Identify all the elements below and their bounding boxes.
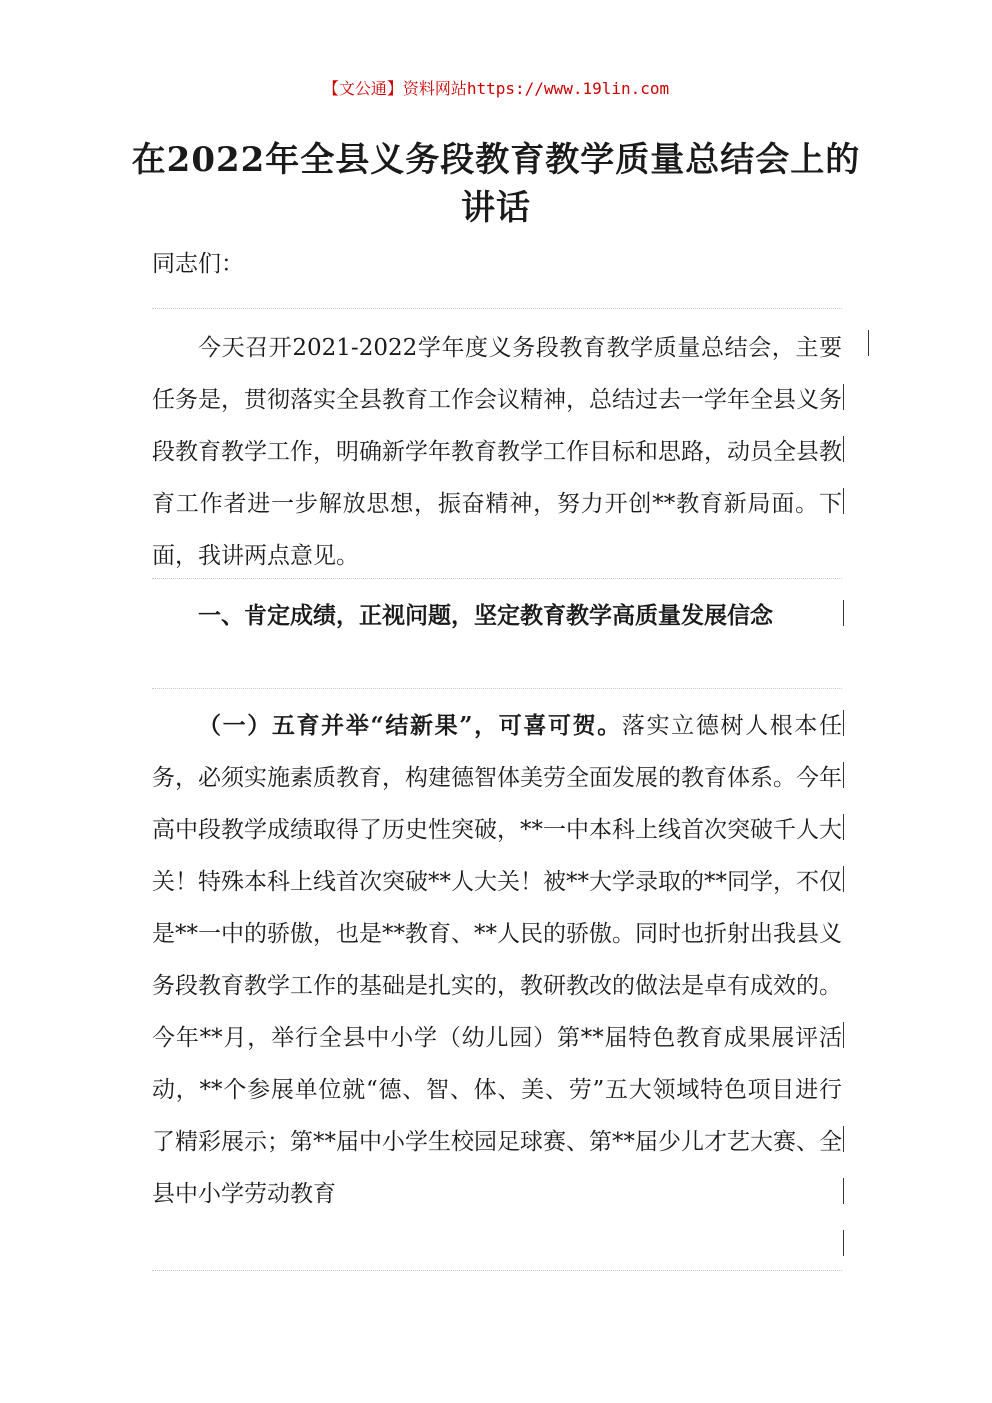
margin-marker (843, 1230, 844, 1256)
section-heading: 一、肯定成绩，正视问题，坚定教育教学高质量发展信念 (198, 602, 773, 629)
margin-marker (843, 384, 844, 410)
document-title: 在2022年全县义务段教育教学质量总结会上的讲话 (131, 140, 861, 228)
source-header (0, 76, 992, 99)
salutation: 同志们： (152, 251, 244, 277)
divider (152, 308, 842, 309)
source-url[interactable]: https://www.19lin.com (466, 79, 670, 98)
margin-marker (843, 600, 844, 626)
divider (152, 688, 842, 689)
margin-marker (843, 814, 844, 840)
margin-marker (843, 1126, 844, 1152)
margin-marker (843, 710, 844, 736)
paragraph-achievements (152, 700, 842, 1220)
margin-marker (843, 762, 844, 788)
margin-marker (843, 1022, 844, 1048)
margin-marker (843, 436, 844, 462)
margin-marker (868, 330, 869, 356)
paragraph-lead: （一）五育并举“结新果”，可喜可贺。 (198, 712, 622, 739)
margin-marker (843, 488, 844, 514)
paragraph-intro: 今天召开2021-2022学年度义务段教育教学质量总结会，主要任务是，贯彻落实全县教育工作会议精神，总结过去一学年全县义务段教育教学工作，明确新学年教育教学工作目标和思路，动员全县教育工作者进一步解放思想，振奋精神，努力开创**教育新局面。下面，我讲两点意见。 (152, 335, 842, 569)
margin-marker (843, 866, 844, 892)
divider (152, 1270, 842, 1271)
divider (152, 578, 842, 579)
source-bracket: 【文公通】资料网站 (322, 79, 467, 98)
margin-marker (843, 1178, 844, 1204)
paragraph-body: 落实立德树人根本任务，必须实施素质教育，构建德智体美劳全面发展的教育体系。今年高中段教学成绩取得了历史性突破，**一中本科上线首次突破千人大关！特殊本科上线首次突破**人大关！被**大学录取的**同学，不仅是**一中的骄傲，也是**教育、**人民的骄傲。同时也折射出我县义务段教育教学工作的基础是扎实的，教研教改的做法是卓有成效的。今年**月，举行全县中小学（幼儿园）第**届特色教育成果展评活动，**个参展单位就“德、智、体、美、劳”五大领域特色项目进行了精彩展示；第**届中小学生校园足球赛、第**届少儿才艺大赛、全县中小学劳动教育 (152, 713, 842, 1207)
